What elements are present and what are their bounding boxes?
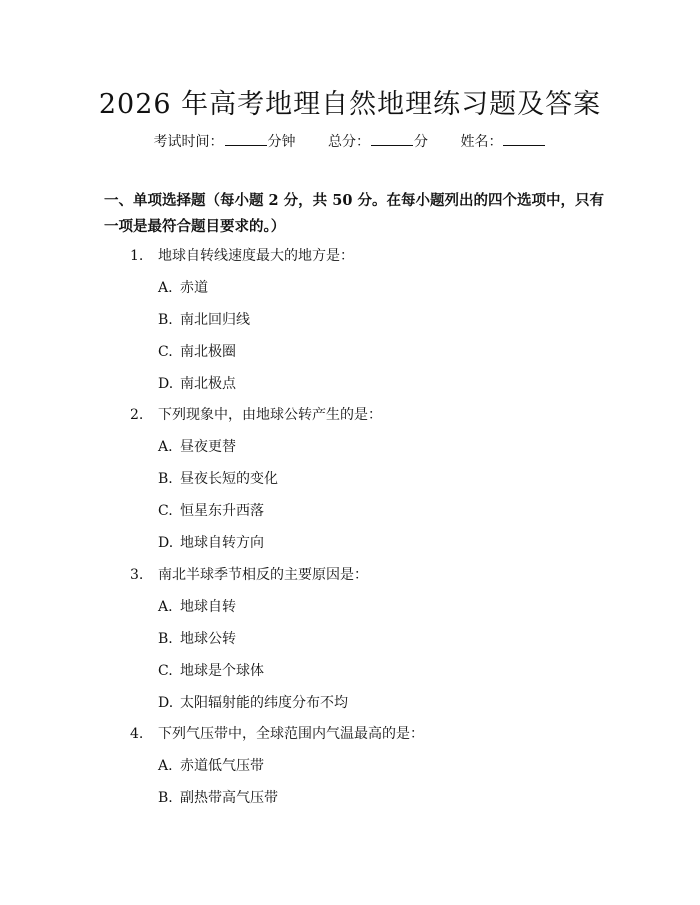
option bbox=[158, 692, 348, 712]
option-letter: D. bbox=[158, 376, 174, 392]
student-name-blank bbox=[503, 133, 545, 146]
option-text: 太阳辐射能的纬度分布不均 bbox=[180, 695, 348, 711]
exam-time-blank bbox=[225, 133, 267, 146]
option-text: 南北极圈 bbox=[180, 344, 236, 360]
exam-time-label: 考试时间： bbox=[153, 134, 224, 150]
option-letter: C. bbox=[158, 344, 173, 360]
option bbox=[158, 468, 278, 488]
question-text: 下列现象中，由地球公转产生的是： bbox=[158, 407, 382, 423]
question-number: 4. bbox=[130, 726, 144, 742]
option-letter: B. bbox=[158, 312, 173, 328]
option bbox=[158, 532, 264, 552]
section-heading: 一、单项选择题（每小题 2 分，共 50 分。在每小题列出的四个选项中，只有一项是最符合题目要求的。） bbox=[104, 192, 604, 235]
option-text: 恒星东升西落 bbox=[180, 503, 264, 519]
student-name-field bbox=[460, 131, 546, 151]
option-text: 昼夜长短的变化 bbox=[180, 471, 278, 487]
option-text: 赤道低气压带 bbox=[180, 758, 264, 774]
option bbox=[158, 500, 264, 520]
option-text: 昼夜更替 bbox=[180, 439, 236, 455]
question-text: 下列气压带中，全球范围内气温最高的是： bbox=[158, 726, 424, 742]
question-text: 地球自转线速度最大的地方是： bbox=[158, 248, 354, 264]
question bbox=[130, 245, 354, 265]
option-text: 南北回归线 bbox=[180, 312, 250, 328]
question bbox=[130, 404, 382, 424]
question bbox=[130, 564, 368, 584]
option bbox=[158, 660, 264, 680]
option bbox=[158, 596, 236, 616]
option-text: 南北极点 bbox=[180, 376, 236, 392]
document-title: 2026 年高考地理自然地理练习题及答案 bbox=[98, 89, 602, 120]
option-text: 地球自转方向 bbox=[180, 535, 264, 551]
option-letter: B. bbox=[158, 471, 173, 487]
option bbox=[158, 309, 250, 329]
option-text: 副热带高气压带 bbox=[180, 790, 278, 806]
option-letter: A. bbox=[158, 758, 173, 774]
option-text: 地球公转 bbox=[180, 631, 236, 647]
question-number: 1. bbox=[130, 248, 144, 264]
option-letter: B. bbox=[158, 790, 173, 806]
question-text: 南北半球季节相反的主要原因是： bbox=[158, 567, 368, 583]
exam-time-unit: 分钟 bbox=[267, 134, 296, 150]
option-text: 地球自转 bbox=[180, 599, 236, 615]
question bbox=[130, 723, 424, 743]
option-letter: D. bbox=[158, 695, 174, 711]
option-letter: D. bbox=[158, 535, 174, 551]
option bbox=[158, 787, 278, 807]
total-score-unit: 分 bbox=[414, 134, 428, 150]
question-number: 2. bbox=[130, 407, 144, 423]
option-letter: A. bbox=[158, 280, 173, 296]
total-score-blank bbox=[371, 133, 413, 146]
option bbox=[158, 436, 236, 456]
option bbox=[158, 341, 236, 361]
option bbox=[158, 755, 264, 775]
option bbox=[158, 628, 236, 648]
student-name-label: 姓名： bbox=[460, 134, 503, 150]
option-letter: C. bbox=[158, 503, 173, 519]
option-text: 赤道 bbox=[180, 280, 208, 296]
option-letter: A. bbox=[158, 439, 173, 455]
option-letter: C. bbox=[158, 663, 173, 679]
total-score-label: 总分： bbox=[328, 134, 370, 150]
option-text: 地球是个球体 bbox=[180, 663, 264, 679]
option bbox=[158, 373, 236, 393]
option-letter: A. bbox=[158, 599, 173, 615]
question-number: 3. bbox=[130, 567, 144, 583]
exam-time-field bbox=[154, 131, 296, 151]
option bbox=[158, 277, 208, 297]
exam-info-line bbox=[0, 131, 700, 151]
total-score-field bbox=[328, 131, 428, 151]
option-letter: B. bbox=[158, 631, 173, 647]
